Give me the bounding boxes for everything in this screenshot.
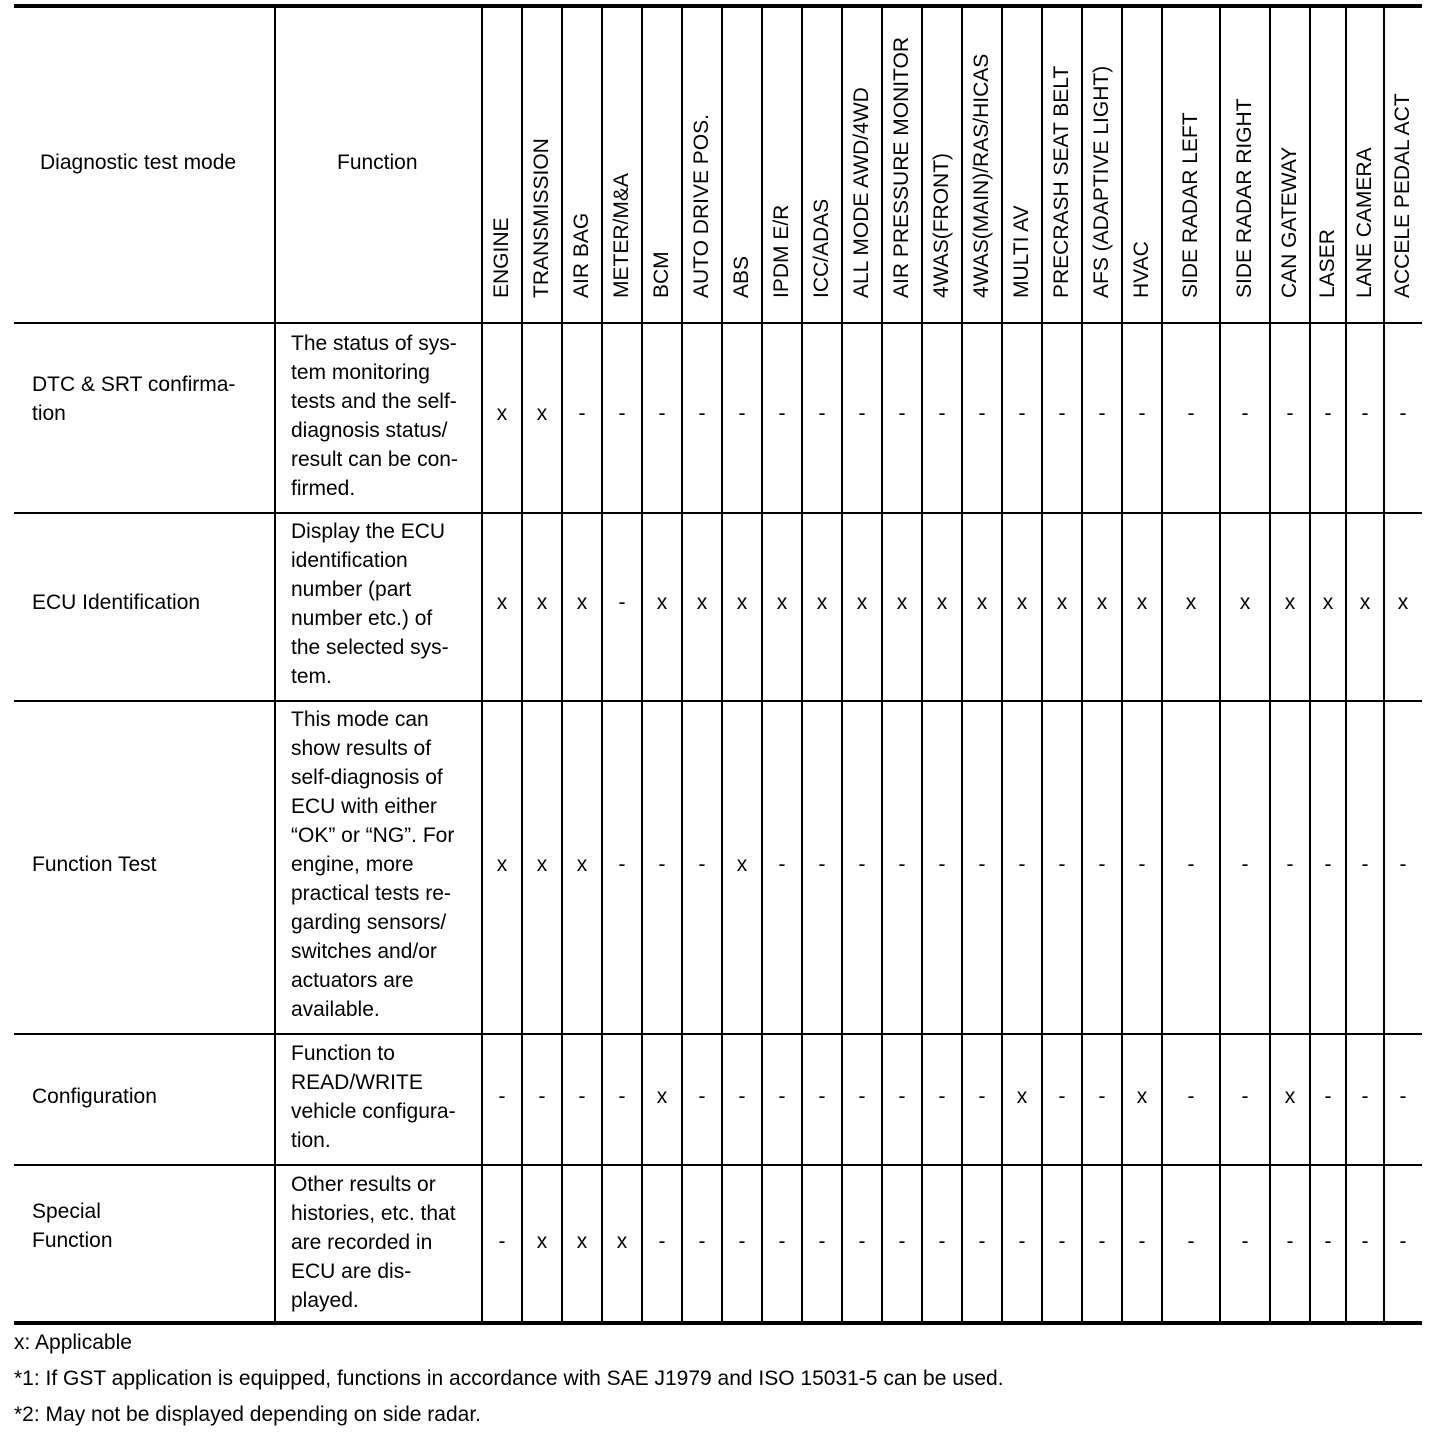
applicability-mark: x [1136, 1085, 1148, 1108]
col-divider [841, 6, 843, 1323]
applicability-mark: - [738, 1230, 746, 1253]
row-function-text: tion. [291, 1129, 331, 1152]
applicability-mark: x [1359, 591, 1371, 614]
applicability-mark: - [778, 402, 786, 425]
col-divider [801, 6, 803, 1323]
applicability-mark: - [1241, 1230, 1249, 1253]
applicability-mark: x [1136, 591, 1148, 614]
footnote-side-radar: *2: May not be displayed depending on side radar. [14, 1403, 481, 1426]
row-function-text: Display the ECU [291, 520, 446, 543]
col-divider [921, 6, 923, 1323]
applicability-mark: x [576, 853, 588, 876]
row-divider [14, 1164, 1422, 1166]
applicability-mark: - [1018, 1230, 1026, 1253]
col-divider [1383, 6, 1385, 1323]
system-header: HVAC [1130, 241, 1153, 298]
applicability-mark: - [1286, 402, 1294, 425]
applicability-mark: - [1241, 1085, 1249, 1108]
row-function-text: actuators are [291, 969, 414, 992]
col-divider [481, 6, 483, 1323]
applicability-mark: x [536, 591, 548, 614]
applicability-mark: - [698, 1230, 706, 1253]
col-divider [641, 6, 643, 1323]
applicability-mark: - [538, 1085, 546, 1108]
system-header: AFS (ADAPTIVE LIGHT) [1090, 65, 1113, 298]
applicability-mark: - [1018, 402, 1026, 425]
row-function-text: READ/WRITE [291, 1071, 423, 1094]
col-divider [1219, 6, 1221, 1323]
applicability-mark: - [818, 1230, 826, 1253]
system-header: MULTI AV [1010, 205, 1033, 298]
system-header: 4WAS(FRONT) [930, 152, 953, 298]
applicability-mark: x [1056, 591, 1068, 614]
applicability-mark: x [936, 591, 948, 614]
system-header: LANE CAMERA [1353, 147, 1376, 298]
applicability-mark: x [736, 853, 748, 876]
col-divider [521, 6, 523, 1323]
applicability-mark: - [778, 853, 786, 876]
col-divider [601, 6, 603, 1323]
applicability-mark: x [496, 591, 508, 614]
col-divider [761, 6, 763, 1323]
row-function-text: firmed. [291, 477, 356, 500]
applicability-mark: - [658, 402, 666, 425]
applicability-mark: x [616, 1230, 628, 1253]
applicability-mark: - [978, 1085, 986, 1108]
applicability-mark: - [1187, 1085, 1195, 1108]
col-divider [1345, 6, 1347, 1323]
system-header: ABS [730, 255, 753, 298]
system-header: LASER [1316, 229, 1339, 298]
applicability-mark: x [496, 402, 508, 425]
applicability-mark: - [1361, 402, 1369, 425]
applicability-mark: - [1324, 1230, 1332, 1253]
applicability-mark: - [1098, 1085, 1106, 1108]
applicability-mark: - [858, 1085, 866, 1108]
applicability-mark: - [618, 1085, 626, 1108]
col-divider [681, 6, 683, 1323]
applicability-mark: - [938, 1085, 946, 1108]
applicability-mark: - [1187, 1230, 1195, 1253]
header-function-label: Function [337, 151, 418, 174]
applicability-mark: - [858, 1230, 866, 1253]
row-function-text: number etc.) of [291, 607, 433, 630]
applicability-mark: - [1187, 853, 1195, 876]
applicability-mark: x [1284, 591, 1296, 614]
row-function-text: tem monitoring [291, 361, 430, 384]
footnote-gst: *1: If GST application is equipped, functions in accordance with SAE J1979 and ISO 15031-5 can be used. [14, 1367, 1004, 1390]
applicability-mark: - [498, 1085, 506, 1108]
system-header: IPDM E/R [770, 204, 793, 298]
applicability-mark: - [1286, 1230, 1294, 1253]
applicability-mark: x [536, 402, 548, 425]
applicability-mark: - [1138, 853, 1146, 876]
footnote-applicable: x: Applicable [14, 1331, 132, 1354]
col-divider [561, 6, 563, 1323]
col-divider [1041, 6, 1043, 1323]
applicability-mark: - [1286, 853, 1294, 876]
system-header: METER/M&A [610, 173, 633, 298]
applicability-mark: - [1324, 1085, 1332, 1108]
system-header: SIDE RADAR RIGHT [1233, 98, 1256, 298]
row-function-text: ECU with either [291, 795, 437, 818]
row-function-text: histories, etc. that [291, 1202, 456, 1225]
applicability-mark: x [1185, 591, 1197, 614]
row-divider [14, 512, 1422, 514]
col-divider [1001, 6, 1003, 1323]
applicability-mark: - [1361, 853, 1369, 876]
applicability-mark: - [618, 402, 626, 425]
row-mode-label: Special [32, 1200, 101, 1223]
applicability-mark: - [938, 402, 946, 425]
system-header: PRECRASH SEAT BELT [1050, 65, 1073, 298]
row-mode-label: Function [32, 1229, 113, 1252]
system-header: ACCELE PEDAL ACT [1391, 93, 1414, 298]
applicability-mark: x [896, 591, 908, 614]
applicability-mark: - [1058, 1085, 1066, 1108]
system-header: CAN GATEWAY [1278, 146, 1301, 298]
applicability-mark: x [1284, 1085, 1296, 1108]
row-function-text: ECU are dis- [291, 1260, 412, 1283]
row-function-text: show results of [291, 737, 432, 760]
applicability-mark: - [698, 1085, 706, 1108]
applicability-mark: - [818, 402, 826, 425]
system-header: 4WAS(MAIN)/RAS/HICAS [970, 53, 993, 298]
applicability-mark: - [578, 1085, 586, 1108]
row-function-text: tests and the self- [291, 390, 457, 413]
applicability-mark: - [1361, 1085, 1369, 1108]
row-function-text: practical tests re- [291, 882, 451, 905]
col-divider [1121, 6, 1123, 1323]
table-top-rule [14, 4, 1422, 8]
applicability-mark: x [576, 1230, 588, 1253]
applicability-mark: x [576, 591, 588, 614]
applicability-mark: - [498, 1230, 506, 1253]
applicability-mark: - [698, 853, 706, 876]
applicability-mark: - [978, 1230, 986, 1253]
applicability-mark: - [1098, 1230, 1106, 1253]
col-divider [1269, 6, 1271, 1323]
applicability-mark: x [1322, 591, 1334, 614]
row-divider [14, 1033, 1422, 1035]
applicability-mark: - [1058, 1230, 1066, 1253]
applicability-mark: x [536, 853, 548, 876]
col-divider [961, 6, 963, 1323]
applicability-mark: - [898, 853, 906, 876]
applicability-mark: - [978, 402, 986, 425]
applicability-mark: - [1361, 1230, 1369, 1253]
applicability-mark: - [738, 402, 746, 425]
applicability-mark: - [738, 1085, 746, 1108]
applicability-mark: x [656, 591, 668, 614]
applicability-mark: - [618, 591, 626, 614]
applicability-mark: x [1239, 591, 1251, 614]
applicability-mark: - [778, 1230, 786, 1253]
row-divider [14, 322, 1422, 324]
table-bottom-rule [14, 1321, 1422, 1325]
applicability-mark: - [698, 402, 706, 425]
header-mode-label: Diagnostic test mode [40, 151, 237, 174]
applicability-mark: x [856, 591, 868, 614]
system-header: ICC/ADAS [810, 198, 833, 298]
applicability-mark: - [1241, 402, 1249, 425]
applicability-mark: - [818, 1085, 826, 1108]
row-function-text: played. [291, 1289, 359, 1312]
row-function-text: vehicle configura- [291, 1100, 456, 1123]
row-function-text: the selected sys- [291, 636, 449, 659]
system-header: TRANSMISSION [530, 138, 553, 298]
applicability-mark: - [1058, 853, 1066, 876]
row-mode-label: Configuration [32, 1085, 157, 1108]
row-function-text: garding sensors/ [291, 911, 447, 934]
applicability-mark: x [1016, 1085, 1028, 1108]
row-function-text: are recorded in [291, 1231, 433, 1254]
col-divider [1161, 6, 1163, 1323]
row-function-text: self-diagnosis of [291, 766, 443, 789]
applicability-mark: - [1399, 1230, 1407, 1253]
applicability-mark: x [1096, 591, 1108, 614]
applicability-mark: - [1399, 1085, 1407, 1108]
applicability-mark: x [1016, 591, 1028, 614]
applicability-mark: - [778, 1085, 786, 1108]
row-mode-label: Function Test [32, 853, 157, 876]
row-function-text: engine, more [291, 853, 414, 876]
system-header: ENGINE [490, 217, 513, 298]
col-divider [274, 6, 276, 1323]
row-divider [14, 700, 1422, 702]
system-header: BCM [650, 251, 673, 298]
applicability-mark: - [898, 1230, 906, 1253]
applicability-mark: x [1397, 591, 1409, 614]
row-function-text: number (part [291, 578, 412, 601]
applicability-mark: - [1241, 853, 1249, 876]
applicability-mark: - [978, 853, 986, 876]
applicability-mark: x [536, 1230, 548, 1253]
applicability-mark: - [938, 1230, 946, 1253]
applicability-mark: - [898, 402, 906, 425]
row-function-text: This mode can [291, 708, 429, 731]
applicability-mark: - [1324, 853, 1332, 876]
applicability-mark: - [1058, 402, 1066, 425]
row-mode-label: tion [32, 402, 66, 425]
row-function-text: available. [291, 998, 380, 1021]
row-function-text: The status of sys- [291, 332, 457, 355]
applicability-mark: x [736, 591, 748, 614]
row-mode-label: ECU Identification [32, 591, 201, 614]
row-function-text: Function to [291, 1042, 395, 1065]
system-header: SIDE RADAR LEFT [1179, 112, 1202, 298]
applicability-mark: x [976, 591, 988, 614]
applicability-mark: x [816, 591, 828, 614]
applicability-mark: - [1138, 402, 1146, 425]
applicability-mark: - [818, 853, 826, 876]
col-divider [1309, 6, 1311, 1323]
applicability-mark: - [618, 853, 626, 876]
applicability-mark: x [776, 591, 788, 614]
applicability-mark: - [658, 853, 666, 876]
applicability-mark: - [1138, 1230, 1146, 1253]
applicability-mark: - [938, 853, 946, 876]
applicability-mark: x [496, 853, 508, 876]
row-function-text: result can be con- [291, 448, 458, 471]
applicability-mark: - [1018, 853, 1026, 876]
applicability-mark: - [1324, 402, 1332, 425]
col-divider [1081, 6, 1083, 1323]
col-divider [721, 6, 723, 1323]
applicability-mark: - [658, 1230, 666, 1253]
row-function-text: Other results or [291, 1173, 436, 1196]
system-header: AUTO DRIVE POS. [690, 114, 713, 298]
row-mode-label: DTC & SRT confirma- [32, 373, 236, 396]
system-header: AIR PRESSURE MONITOR [890, 37, 913, 298]
applicability-mark: - [898, 1085, 906, 1108]
applicability-mark: - [1098, 402, 1106, 425]
applicability-mark: - [1098, 853, 1106, 876]
applicability-mark: x [656, 1085, 668, 1108]
applicability-mark: - [858, 853, 866, 876]
row-function-text: switches and/or [291, 940, 437, 963]
applicability-mark: x [696, 591, 708, 614]
applicability-mark: - [1399, 853, 1407, 876]
system-header: ALL MODE AWD/4WD [850, 87, 873, 298]
col-divider [881, 6, 883, 1323]
applicability-mark: - [1399, 402, 1407, 425]
row-function-text: tem. [291, 665, 332, 688]
applicability-mark: - [578, 402, 586, 425]
applicability-mark: - [858, 402, 866, 425]
applicability-mark: - [1187, 402, 1195, 425]
row-function-text: “OK” or “NG”. For [291, 824, 455, 847]
system-header: AIR BAG [570, 212, 593, 298]
row-function-text: identification [291, 549, 408, 572]
row-function-text: diagnosis status/ [291, 419, 448, 442]
